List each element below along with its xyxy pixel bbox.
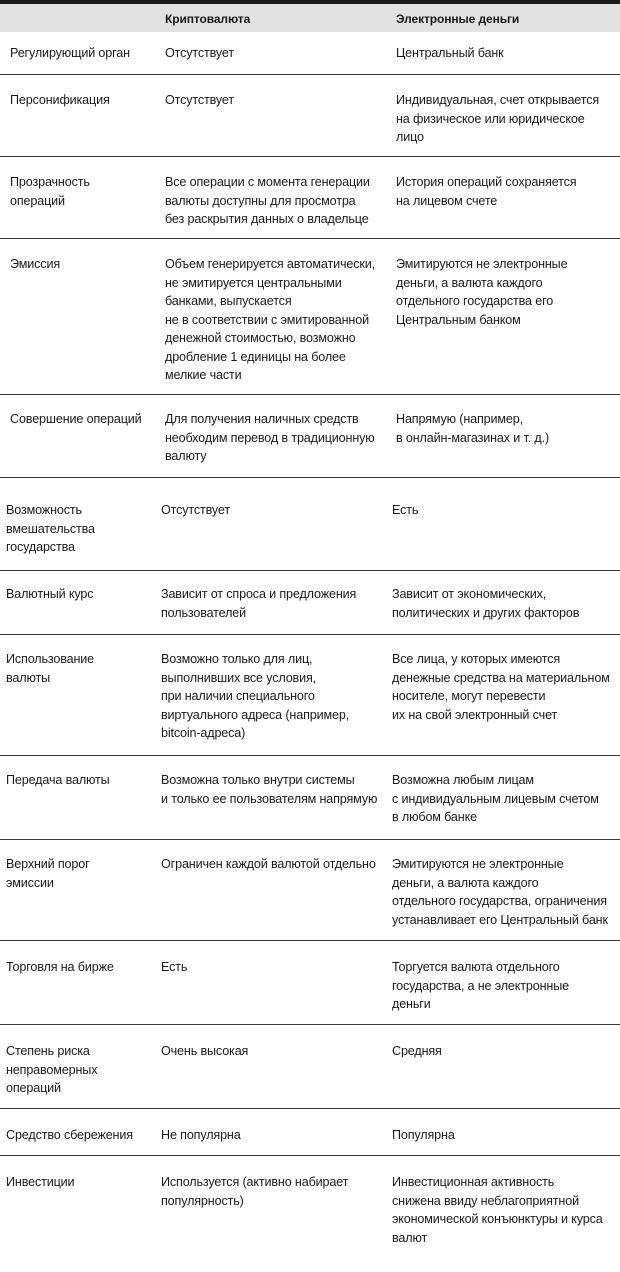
row-criterion-cell: Регулирующий орган bbox=[10, 46, 130, 60]
row-emoney-cell: Эмитируются не электронные деньги, а валюта каждого отдельного государства его Центральным банком bbox=[396, 257, 568, 327]
row-emoney-cell: Все лица, у которых имеются денежные средства на материальном носителе, могут перевести их на свой электронный счет bbox=[392, 652, 610, 722]
row-separator bbox=[0, 1024, 620, 1025]
row-criterion-cell: Валютный курс bbox=[6, 587, 94, 601]
row-separator bbox=[0, 755, 620, 756]
header-col-crypto: Криптовалюта bbox=[165, 12, 251, 26]
row-crypto-cell: Не популярна bbox=[161, 1128, 241, 1142]
row-emoney-cell: История операций сохраняется на лицевом счете bbox=[396, 175, 577, 208]
row-separator bbox=[0, 839, 620, 840]
row-criterion-cell: Торговля на бирже bbox=[6, 960, 114, 974]
row-criterion-cell: Степень риска неправомерных операций bbox=[6, 1044, 98, 1095]
row-criterion-cell: Передача валюты bbox=[6, 773, 110, 787]
row-criterion-cell: Средство сбережения bbox=[6, 1128, 133, 1142]
row-separator bbox=[0, 477, 620, 478]
row-separator bbox=[0, 156, 620, 157]
row-emoney-cell: Эмитируются не электронные деньги, а валюта каждого отдельного государства, ограничения устанавливает его Центральный банк bbox=[392, 857, 608, 927]
row-separator bbox=[0, 394, 620, 395]
row-separator bbox=[0, 1108, 620, 1109]
row-criterion-cell: Верхний порог эмиссии bbox=[6, 857, 90, 890]
row-crypto-cell: Для получения наличных средств необходим перевод в традиционную валюту bbox=[165, 412, 375, 463]
row-separator bbox=[0, 940, 620, 941]
row-crypto-cell: Есть bbox=[161, 960, 188, 974]
row-crypto-cell: Используется (активно набирает популярность) bbox=[161, 1175, 349, 1208]
row-emoney-cell: Возможна любым лицам с индивидуальным лицевым счетом в любом банке bbox=[392, 773, 599, 824]
row-emoney-cell: Зависит от экономических, политических и других факторов bbox=[392, 587, 580, 620]
row-criterion-cell: Персонификация bbox=[10, 93, 110, 107]
row-emoney-cell: Есть bbox=[392, 503, 419, 517]
row-emoney-cell: Напрямую (например, в онлайн-магазинах и т. д.) bbox=[396, 412, 549, 445]
header-col-emoney: Электронные деньги bbox=[396, 12, 520, 26]
row-crypto-cell: Возможна только внутри системы и только ее пользователям напрямую bbox=[161, 773, 378, 806]
row-crypto-cell: Отсутствует bbox=[161, 503, 230, 517]
row-emoney-cell: Торгуется валюта отдельного государства, а не электронные деньги bbox=[392, 960, 569, 1011]
row-crypto-cell: Отсутствует bbox=[165, 93, 234, 107]
row-crypto-cell: Отсутствует bbox=[165, 46, 234, 60]
row-emoney-cell: Центральный банк bbox=[396, 46, 504, 60]
row-crypto-cell: Возможно только для лиц, выполнивших все условия, при наличии специального виртуального адреса (например, bitcoin-адреса) bbox=[161, 652, 350, 740]
row-separator bbox=[0, 634, 620, 635]
row-criterion-cell: Совершение операций bbox=[10, 412, 142, 426]
row-criterion-cell: Эмиссия bbox=[10, 257, 61, 271]
row-criterion-cell: Прозрачность операций bbox=[10, 175, 90, 208]
row-emoney-cell: Средняя bbox=[392, 1044, 442, 1058]
row-separator bbox=[0, 74, 620, 75]
row-emoney-cell: Индивидуальная, счет открывается на физическое или юридическое лицо bbox=[396, 93, 600, 144]
row-criterion-cell: Возможность вмешательства государства bbox=[6, 503, 95, 554]
row-crypto-cell: Ограничен каждой валютой отдельно bbox=[161, 857, 376, 871]
row-separator bbox=[0, 1155, 620, 1156]
row-separator bbox=[0, 570, 620, 571]
row-crypto-cell: Очень высокая bbox=[161, 1044, 249, 1058]
row-emoney-cell: Популярна bbox=[392, 1128, 455, 1142]
row-criterion-cell: Использование валюты bbox=[6, 652, 95, 685]
row-crypto-cell: Зависит от спроса и предложения пользователей bbox=[161, 587, 357, 620]
row-crypto-cell: Объем генерируется автоматически, не эмитируется центральными банками, выпускается не в соответствии с эмитированной денежной стоимостью, возможно дробление 1 единицы на более мелкие части bbox=[165, 257, 375, 382]
row-criterion-cell: Инвестиции bbox=[6, 1175, 75, 1189]
row-emoney-cell: Инвестиционная активность снижена ввиду неблагоприятной экономической конъюнктуры и курса валют bbox=[392, 1175, 603, 1245]
table-header bbox=[0, 4, 620, 32]
row-separator bbox=[0, 238, 620, 239]
row-crypto-cell: Все операции с момента генерации валюты доступны для просмотра без раскрытия данных о владельце bbox=[165, 175, 370, 226]
